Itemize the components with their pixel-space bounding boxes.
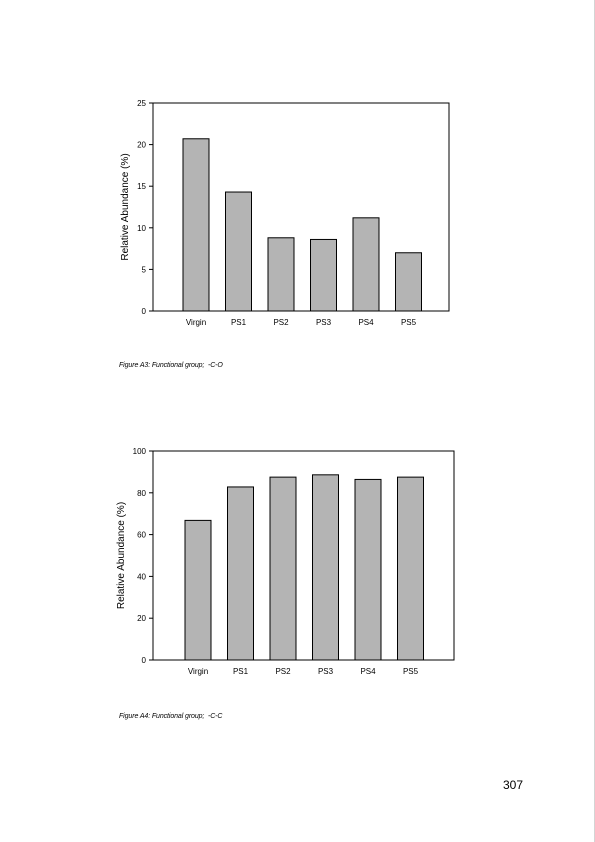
y-tick-label: 15	[137, 182, 146, 192]
x-tick-label: PS2	[273, 318, 289, 327]
bar-ps2	[270, 477, 296, 660]
y-tick-label: 60	[137, 530, 146, 540]
y-axis-label: Relative Abundance (%)	[120, 153, 131, 261]
y-tick-label: 5	[141, 265, 146, 275]
y-tick-label: 10	[137, 223, 146, 233]
figure-a4-caption: Figure A4: Functional group; -C-C	[119, 713, 223, 720]
x-tick-label: PS4	[360, 667, 376, 676]
x-tick-label: PS4	[358, 318, 374, 327]
figure-a3-caption: Figure A3: Functional group; -C-O	[119, 362, 223, 369]
bar-ps1	[228, 487, 254, 660]
figure-a3-bar-chart	[0, 0, 595, 345]
y-tick-label: 25	[137, 99, 146, 108]
x-tick-label: PS5	[402, 667, 419, 676]
bar-ps3	[311, 239, 337, 311]
page-number: 307	[503, 778, 524, 792]
y-tick-label: 80	[137, 488, 146, 498]
y-tick-label: 0	[141, 307, 146, 316]
x-tick-label: PS1	[230, 318, 247, 327]
figure-a4-bar-chart	[0, 435, 595, 685]
x-tick-label: PS5	[400, 318, 417, 327]
x-tick-label: PS3	[317, 667, 334, 676]
bar-virgin	[185, 520, 211, 660]
bar-ps5	[398, 477, 424, 660]
bar-ps4	[353, 218, 379, 311]
y-tick-label: 20	[137, 140, 146, 150]
x-tick-label: PS1	[232, 667, 249, 676]
y-tick-label: 0	[141, 656, 146, 665]
bar-ps4	[355, 479, 381, 660]
bar-ps5	[396, 253, 422, 311]
bar-ps3	[313, 475, 339, 660]
x-tick-label: PS2	[275, 667, 291, 676]
bar-ps2	[268, 238, 294, 311]
y-tick-label: 20	[137, 614, 146, 624]
y-tick-label: 40	[137, 572, 146, 582]
x-tick-label: PS3	[315, 318, 332, 327]
x-tick-label: Virgin	[185, 318, 207, 327]
bar-virgin	[183, 139, 209, 311]
y-tick-label: 100	[132, 447, 146, 456]
y-axis-label: Relative Abundance (%)	[116, 501, 127, 610]
bar-ps1	[226, 192, 252, 311]
x-tick-label: Virgin	[187, 667, 209, 676]
